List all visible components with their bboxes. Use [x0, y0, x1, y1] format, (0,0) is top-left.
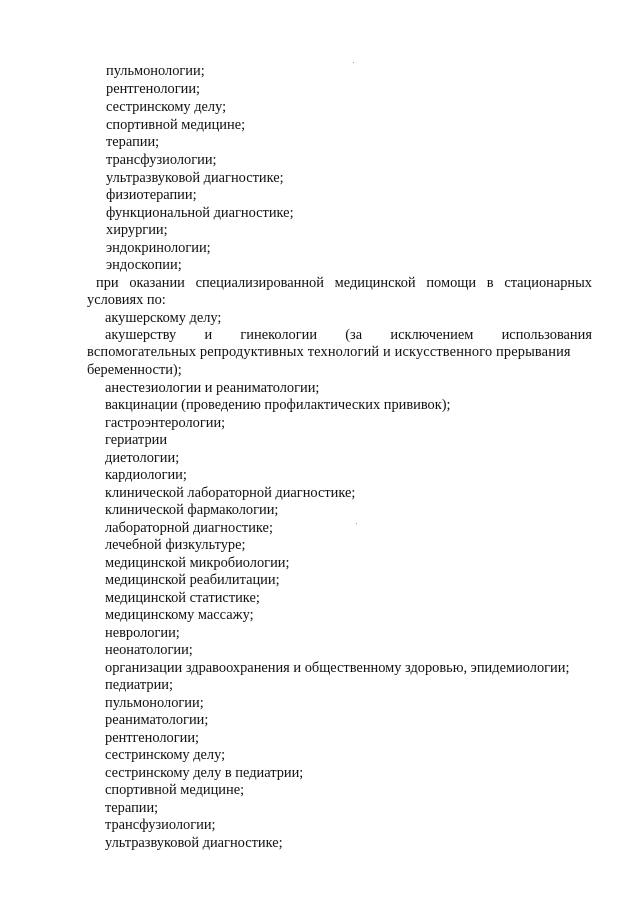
word: и: [204, 327, 213, 343]
list-item: пульмонологии;: [106, 63, 205, 79]
list-item: неврологии;: [105, 625, 180, 641]
list-item: физиотерапии;: [106, 187, 197, 203]
list-item: клинической лабораторной диагностике;: [105, 485, 356, 501]
list-item: вакцинации (проведению профилактических прививок);: [105, 397, 451, 413]
word: (за: [345, 327, 363, 343]
word: гинекологии: [240, 327, 318, 343]
word: помощи: [426, 275, 477, 291]
word: акушерству: [105, 327, 177, 343]
paragraph-obgyn-line1: [105, 327, 592, 344]
list-item: сестринскому делу;: [105, 747, 226, 763]
list-item: функциональной диагностике;: [106, 205, 294, 221]
list-item: рентгенологии;: [106, 81, 201, 97]
paragraph-intro-line2: условиях по:: [87, 292, 166, 308]
word: стационарных: [504, 275, 592, 291]
list-item: сестринскому делу в педиатрии;: [105, 765, 304, 781]
list-item: рентгенологии;: [105, 730, 200, 746]
paragraph-obgyn-line2: вспомогательных репродуктивных технологий и искусственного прерывания: [87, 344, 571, 360]
list-item: сестринскому делу;: [106, 99, 227, 115]
list-item: диетологии;: [105, 450, 180, 466]
paragraph-intro-line1: [96, 275, 592, 292]
list-item: акушерскому делу;: [105, 310, 222, 326]
list-item: лечебной физкультуре;: [105, 537, 246, 553]
paragraph-obgyn-line3: беременности);: [87, 362, 182, 378]
list-item: трансфузиологии;: [106, 152, 217, 168]
word: использования: [501, 327, 592, 343]
scan-speck: [356, 523, 357, 524]
word: оказании: [129, 275, 185, 291]
list-item: лабораторной диагностике;: [105, 520, 273, 536]
word: исключением: [390, 327, 474, 343]
list-item: трансфузиологии;: [105, 817, 216, 833]
list-item: гериатрии: [105, 432, 168, 448]
word: в: [486, 275, 494, 291]
list-item: ультразвуковой диагностике;: [106, 170, 284, 186]
list-item: ультразвуковой диагностике;: [105, 835, 283, 851]
list-item: спортивной медицине;: [106, 117, 246, 133]
list-item: спортивной медицине;: [105, 782, 245, 798]
list-item: терапии;: [106, 134, 160, 150]
list-item: эндокринологии;: [106, 240, 211, 256]
list-item: медицинской статистике;: [105, 590, 260, 606]
list-item: кардиологии;: [105, 467, 187, 483]
list-item: неонатологии;: [105, 642, 193, 658]
word: при: [96, 275, 119, 291]
list-item: хирургии;: [106, 222, 168, 238]
list-item: анестезиологии и реаниматологии;: [105, 380, 320, 396]
list-item: гастроэнтерологии;: [105, 415, 226, 431]
list-item: организации здравоохранения и общественному здоровью, эпидемиологии;: [105, 660, 570, 676]
word: специализированной: [195, 275, 324, 291]
word: медицинской: [334, 275, 416, 291]
list-item: клинической фармакологии;: [105, 502, 279, 518]
list-item: реаниматологии;: [105, 712, 209, 728]
list-item: медицинской микробиологии;: [105, 555, 290, 571]
list-item: пульмонологии;: [105, 695, 204, 711]
scan-speck: [353, 62, 354, 63]
list-item: педиатрии;: [105, 677, 173, 693]
list-item: медицинскому массажу;: [105, 607, 254, 623]
list-item: терапии;: [105, 800, 159, 816]
list-item: медицинской реабилитации;: [105, 572, 280, 588]
list-item: эндоскопии;: [106, 257, 182, 273]
